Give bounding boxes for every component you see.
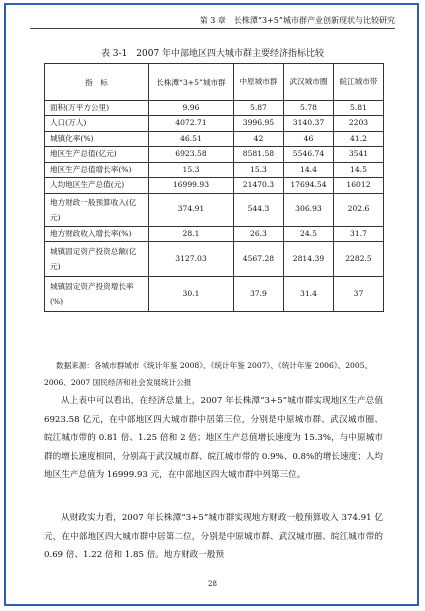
row-label: 地方财政一般预算收入(亿元): [45, 193, 149, 226]
header-cell-wuhan: 武汉城市圈: [283, 64, 333, 101]
running-header: [30, 14, 395, 29]
table-cell: 5.78: [283, 101, 333, 116]
row-label: 地区生产总值(亿元): [45, 147, 149, 162]
header-cell-changzhutan: 长株潭“3+5”城市群: [149, 64, 234, 101]
table-cell: 202.6: [333, 193, 383, 226]
table-cell: 26.3: [233, 226, 283, 241]
table-row: [45, 178, 384, 193]
table-cell: 3996.95: [233, 116, 283, 131]
table-cell: 41.2: [333, 131, 383, 146]
table-cell: 3127.03: [149, 241, 234, 276]
table-cell: 2814.39: [283, 241, 333, 276]
table-cell: 42: [233, 131, 283, 146]
table-cell: 16012: [333, 178, 383, 193]
table-cell: 5.81: [333, 101, 383, 116]
table-cell: 5546.74: [283, 147, 333, 162]
table-cell: 14.4: [283, 162, 333, 177]
table-row: [45, 241, 384, 276]
row-label: 城镇固定资产投资总额(亿元): [45, 241, 149, 276]
table-cell: 3140.37: [283, 116, 333, 131]
chapter-title: 第 3 章 长株潭“3+5”城市群产业创新现状与比较研究: [199, 16, 395, 25]
table-cell: 31.7: [333, 226, 383, 241]
table-cell: 2282.5: [333, 241, 383, 276]
table-cell: 30.1: [149, 276, 234, 311]
table-cell: 21470.3: [233, 178, 283, 193]
table-cell: 8581.58: [233, 147, 283, 162]
table-cell: 17694.54: [283, 178, 333, 193]
table-row: [45, 162, 384, 177]
row-label: 城镇固定资产投资增长率(%): [45, 276, 149, 311]
economic-indicators-table: [44, 63, 384, 312]
table-cell: 5.87: [233, 101, 283, 116]
table-row: [45, 147, 384, 162]
table-cell: 24.5: [283, 226, 333, 241]
table-cell: 6923.58: [149, 147, 234, 162]
table-cell: 37: [333, 276, 383, 311]
row-label: 面积(万平方公里): [45, 101, 149, 116]
data-source-note: 数据来源：各城市群城市《统计年鉴 2008》、《统计年鉴 2007》、《统计年鉴 2006》、2005、2006、2007 国民经济和社会发展统计公报: [44, 361, 373, 387]
table-cell: 14.5: [333, 162, 383, 177]
table-row: [45, 226, 384, 241]
table-cell: 15.3: [149, 162, 234, 177]
header-cell-zhongyuan: 中原城市群: [233, 64, 283, 101]
table-row: [45, 193, 384, 226]
body-paragraph: 从财政实力看，2007 年长株潭“3+5”城市群实现地方财政一般预算收入 374.91 亿元，在中部地区四大城市群中居第二位，分别是中原城市群、武汉城市圈、皖江城市带的 0.69 倍、1.22 倍和 1.85 倍。地方财政一般预: [44, 513, 383, 560]
header-cell-wanjiang: 皖江城市带: [333, 64, 383, 101]
row-label: 地区生产总值增长率(%): [45, 162, 149, 177]
body-paragraph: 从上表中可以看出，在经济总量上，2007 年长株潭“3+5”城市群实现地区生产总值 6923.58 亿元，在中部地区四大城市群中居第三位，分别是中原城市群、武汉城市圈、皖江城市带的 0.81 倍、1.25 倍和 2 倍；地区生产总值增长速度为 15.3%，与中原城市群的增长速度相同，分别高于武汉城市群、皖江城市带的 0.9%、0.8%的增长速度；人均地区生产总值为 16999.93 元，在中部地区四大城市群中列第三位。: [44, 396, 383, 480]
table-cell: 4072.71: [149, 116, 234, 131]
page-number: 28: [208, 580, 217, 588]
table-cell: 31.4: [283, 276, 333, 311]
table-row: [45, 131, 384, 146]
header-cell-indicator: 指 标: [45, 64, 149, 101]
table-cell: 9.96: [149, 101, 234, 116]
table-cell: 4567.28: [233, 241, 283, 276]
table-cell: 46.51: [149, 131, 234, 146]
table-cell: 2203: [333, 116, 383, 131]
table-cell: 3541: [333, 147, 383, 162]
table-cell: 544.3: [233, 193, 283, 226]
row-label: 人均地区生产总值(元): [45, 178, 149, 193]
table-cell: 374.91: [149, 193, 234, 226]
table-cell: 28.1: [149, 226, 234, 241]
table-cell: 15.3: [233, 162, 283, 177]
row-label: 人口(万人): [45, 116, 149, 131]
table-cell: 37.9: [233, 276, 283, 311]
row-label: 地方财政收入增长率(%): [45, 226, 149, 241]
table-row: [45, 276, 384, 311]
table-cell: 16999.93: [149, 178, 234, 193]
table-header-row: [45, 64, 384, 101]
table-cell: 46: [283, 131, 333, 146]
row-label: 城镇化率(%): [45, 131, 149, 146]
table-row: [45, 116, 384, 131]
table-cell: 306.93: [283, 193, 333, 226]
table-row: [45, 101, 384, 116]
table-title: 表 3-1 2007 年中部地区四大城市群主要经济指标比较: [100, 49, 325, 59]
